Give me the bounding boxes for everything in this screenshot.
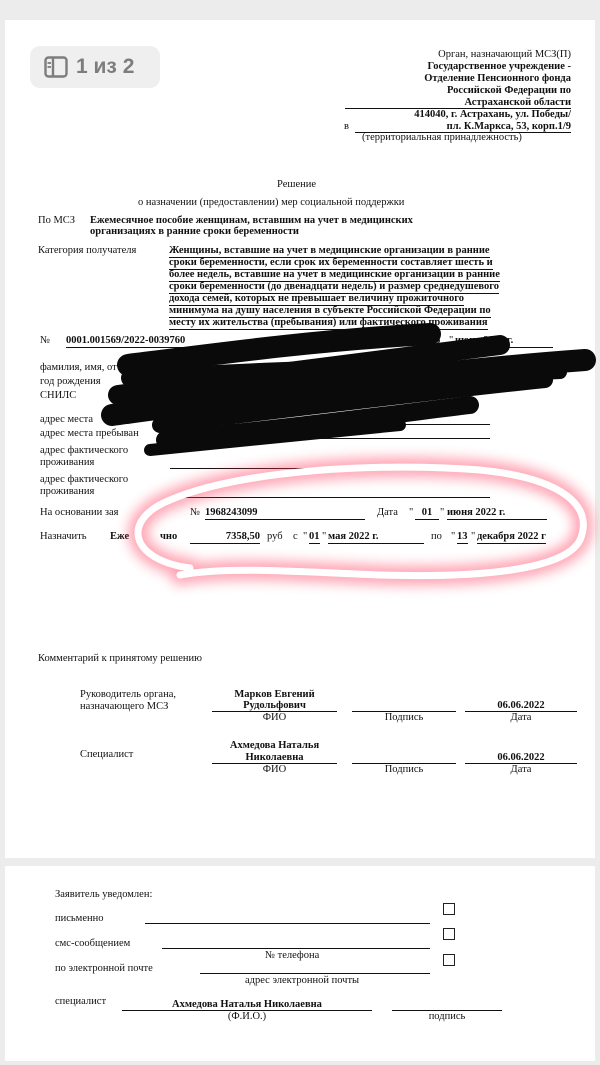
fio-label: фамилия, имя, от: [40, 362, 117, 373]
decision-month-year: июня 2022 г.: [455, 335, 553, 348]
category-line: дохода семей, которых не превышает величину прожиточного: [169, 293, 465, 304]
head-label: Руководитель органа,: [80, 689, 176, 700]
address-actual-label: адрес фактического: [40, 474, 129, 485]
sign-caption: Подпись: [384, 712, 424, 723]
notify-sms-label: смс-сообщением: [55, 938, 131, 949]
specialist-name: Николаевна: [245, 752, 304, 763]
header-address-line: 414040, г. Астрахань, ул. Победы/: [414, 109, 571, 120]
decision-title: Решение: [277, 179, 317, 190]
header-territorial-caption: (территориальная принадлежность): [362, 132, 522, 143]
msz-label: По МСЗ: [38, 215, 76, 226]
assign-period-fragment: чно: [160, 531, 178, 542]
address-actual-label: проживания: [40, 457, 95, 468]
basis-day: 01: [415, 507, 439, 520]
decision-day: 06: [422, 335, 448, 348]
basis-label: На основании зая: [40, 507, 119, 518]
specialist-label: Специалист: [80, 749, 134, 760]
category-line: месту их жительства (пребывания) или фактического проживания: [169, 317, 488, 328]
category-line: минимума на душу населения в субъекте Российской Федерации по: [169, 305, 491, 316]
basis-number-label: №: [190, 507, 201, 518]
address-actual-label: проживания: [40, 486, 95, 497]
decision-number: 0001.001569/2022-0039760: [66, 335, 226, 348]
date-caption: Дата: [510, 712, 532, 723]
assign-period-fragment: Еже: [110, 531, 130, 542]
assign-to-day: 13: [457, 531, 468, 542]
number-label: №: [40, 335, 51, 346]
basis-month-year: июня 2022 г.: [447, 507, 547, 520]
comment-label: Комментарий к принятому решению: [38, 653, 203, 664]
address-stay-label: адрес места пребыван: [40, 428, 139, 439]
notify-sign-caption: подпись: [428, 1011, 466, 1022]
notify-written-label: письменно: [55, 913, 104, 924]
category-label: Категория получателя: [38, 245, 137, 256]
header-institution-line: Астраханской области: [464, 97, 571, 108]
notify-specialist-label: специалист: [55, 996, 107, 1007]
address-place-label: адрес места: [40, 414, 94, 425]
category-line: Женщины, вставшие на учет в медицинские организации в ранние: [169, 245, 490, 256]
email-caption: адрес электронной почты: [245, 975, 360, 986]
head-name: Марков Евгений: [234, 689, 315, 700]
decision-subtitle: о назначении (предоставлении) мер социальной поддержки: [138, 197, 405, 208]
header-organ-line: Орган, назначающий МСЗ(П): [438, 49, 571, 60]
header-v-prefix: в: [344, 121, 349, 132]
header-institution-line: Государственное учреждение -: [427, 61, 571, 72]
specialist-date: 06.06.2022: [497, 752, 545, 763]
header-institution-line: Отделение Пенсионного фонда: [424, 73, 571, 84]
notify-title: Заявитель уведомлен:: [55, 889, 153, 900]
decision-from-label: от: [398, 335, 408, 346]
address-actual-label: адрес фактического: [40, 445, 129, 456]
date-caption: Дата: [510, 764, 532, 775]
header-address-line: пл. К.Маркса, 53, корп.1/9: [446, 121, 571, 132]
head-name: Рудольфович: [243, 700, 306, 711]
assign-to-month-year: декабря 2022 г: [477, 531, 546, 542]
assign-from-day: 01: [309, 531, 320, 542]
fio-caption: ФИО: [262, 764, 287, 775]
assign-currency: руб: [267, 531, 283, 542]
sign-caption: Подпись: [384, 764, 424, 775]
redaction-scribble: [112, 334, 585, 450]
notify-email-label: по электронной почте: [55, 963, 153, 974]
notify-specialist-name: Ахмедова Наталья Николаевна: [172, 999, 322, 1010]
category-line: сроки беременности, если срок их беременности составляет шесть и: [169, 257, 493, 268]
circle-highlight: [138, 467, 583, 576]
header-institution-line: Российской Федерации по: [447, 85, 571, 96]
page-indicator-label: 1 из 2: [76, 55, 135, 78]
assign-to-label: по: [431, 531, 442, 542]
assign-label: Назначить: [40, 531, 87, 542]
msz-value: организациях в ранние сроки беременности: [90, 226, 299, 237]
assign-from-month-year: мая 2022 г.: [328, 531, 424, 544]
basis-date-label: Дата: [377, 507, 398, 518]
snils-label: СНИЛС: [40, 390, 77, 401]
notify-fio-caption: (Ф.И.О.): [227, 1011, 267, 1022]
msz-value: Ежемесячное пособие женщинам, вставшим на учет в медицинских: [90, 215, 413, 226]
assign-from-label: с: [293, 531, 298, 542]
application-number: 1968243099: [205, 507, 365, 520]
phone-caption: № телефона: [265, 950, 320, 961]
birth-year-label: год рождения: [40, 376, 101, 387]
category-line: более недель, вставшие на учет в медицинские организации в ранние: [169, 269, 500, 280]
fio-caption: ФИО: [262, 712, 287, 723]
assign-amount: 7358,50: [190, 531, 260, 544]
head-date: 06.06.2022: [497, 700, 545, 711]
head-label: назначающего МСЗ: [80, 701, 169, 712]
specialist-name: Ахмедова Наталья: [229, 740, 320, 751]
category-line: сроки беременности (до двенадцати недель) и размер среднедушевого: [169, 281, 500, 292]
